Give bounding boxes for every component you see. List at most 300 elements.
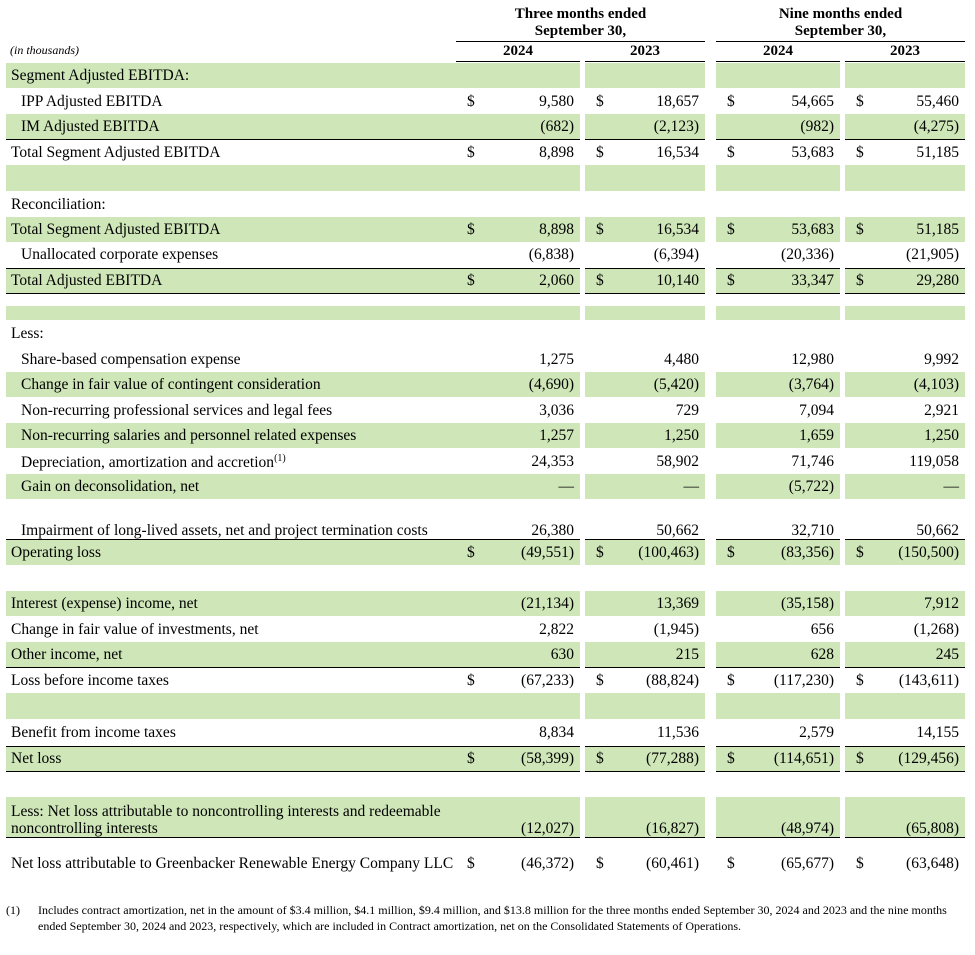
currency-symbol	[716, 372, 746, 397]
row-label: Change in fair value of contingent consideration	[6, 372, 456, 397]
currency-symbol	[585, 293, 615, 306]
column-gap	[705, 346, 716, 372]
value-q-2024: 1,257	[486, 423, 580, 448]
table-row	[6, 346, 965, 372]
value-9m-2024	[746, 191, 840, 217]
row-label: Net loss	[6, 746, 456, 771]
currency-symbol	[456, 293, 486, 306]
value-9m-2023	[875, 63, 965, 88]
value-9m-2023	[875, 293, 965, 306]
value-9m-2023: (143,611)	[875, 667, 965, 693]
currency-symbol	[585, 474, 615, 499]
value-q-2024	[486, 771, 580, 797]
value-q-2024: 630	[486, 642, 580, 667]
value-q-2023: (60,461)	[615, 837, 705, 872]
row-label: Share-based compensation expense	[21, 350, 241, 368]
currency-symbol	[845, 165, 875, 191]
value-9m-2024: (35,158)	[746, 591, 840, 616]
currency-symbol: $	[845, 217, 875, 242]
currency-symbol: $	[467, 92, 475, 110]
value-q-2024	[486, 293, 580, 306]
currency-symbol: $	[845, 667, 875, 693]
currency-symbol	[845, 114, 875, 139]
value-9m-2023: (21,905)	[906, 246, 959, 264]
currency-symbol	[585, 423, 615, 448]
value-q-2024	[486, 306, 580, 320]
currency-symbol	[456, 771, 486, 797]
currency-symbol	[456, 642, 486, 667]
currency-symbol	[845, 191, 875, 217]
currency-symbol	[585, 346, 615, 372]
currency-symbol	[585, 499, 615, 539]
currency-symbol	[585, 165, 615, 191]
currency-symbol	[716, 320, 746, 346]
year-header-9m-2023: 2023	[890, 43, 920, 59]
currency-symbol: $	[456, 217, 486, 242]
value-9m-2023: (1,268)	[913, 620, 959, 638]
table-row	[6, 565, 965, 591]
value-q-2024: (49,551)	[486, 539, 580, 565]
currency-symbol	[585, 306, 615, 320]
column-gap	[705, 746, 716, 771]
currency-symbol	[456, 397, 486, 423]
value-9m-2023: (65,808)	[875, 797, 965, 837]
value-q-2023	[615, 693, 705, 719]
currency-symbol: $	[585, 837, 615, 872]
value-9m-2023: 51,185	[875, 217, 965, 242]
value-9m-2023	[875, 191, 965, 217]
value-q-2023: 10,140	[615, 268, 705, 293]
currency-symbol	[585, 616, 615, 642]
currency-symbol: $	[845, 746, 875, 771]
currency-symbol	[585, 114, 615, 139]
value-q-2023: (100,463)	[615, 539, 705, 565]
currency-symbol	[585, 372, 615, 397]
value-q-2023: 50,662	[656, 521, 699, 539]
value-9m-2023: 9,992	[924, 350, 959, 368]
currency-symbol	[845, 797, 875, 837]
row-label: IM Adjusted EBITDA	[6, 114, 456, 139]
column-gap	[705, 306, 716, 320]
value-q-2024	[486, 165, 580, 191]
value-q-2024: 2,060	[486, 268, 580, 293]
currency-symbol	[456, 320, 486, 346]
currency-symbol	[585, 397, 615, 423]
table-row	[6, 165, 965, 191]
value-9m-2023: 1,250	[875, 423, 965, 448]
currency-symbol	[845, 423, 875, 448]
value-9m-2023	[875, 306, 965, 320]
currency-symbol	[845, 293, 875, 306]
value-q-2023: (6,394)	[653, 246, 699, 264]
column-gap	[705, 423, 716, 448]
value-9m-2024: 54,665	[791, 92, 834, 110]
value-9m-2024: 7,094	[799, 401, 834, 419]
table-row	[6, 837, 965, 872]
currency-symbol: $	[716, 667, 746, 693]
column-gap	[705, 191, 716, 217]
table-row	[6, 242, 965, 268]
currency-symbol	[585, 591, 615, 616]
currency-symbol: $	[456, 139, 486, 165]
value-9m-2024: 71,746	[791, 452, 834, 470]
value-9m-2024: (83,356)	[746, 539, 840, 565]
value-q-2024: 3,036	[539, 401, 574, 419]
row-label: Less:	[11, 324, 44, 342]
value-9m-2024	[746, 771, 840, 797]
currency-symbol	[585, 642, 615, 667]
value-9m-2023: 119,058	[909, 452, 959, 470]
column-gap	[705, 474, 716, 499]
currency-symbol: $	[585, 217, 615, 242]
currency-symbol: $	[456, 268, 486, 293]
value-q-2024: (67,233)	[486, 667, 580, 693]
table-row	[6, 372, 965, 397]
column-gap	[705, 591, 716, 616]
currency-symbol: $	[856, 92, 864, 110]
value-q-2023: —	[615, 474, 705, 499]
value-q-2024: 8,834	[539, 723, 574, 741]
row-label: Operating loss	[6, 539, 456, 565]
value-9m-2024: (982)	[746, 114, 840, 139]
currency-symbol	[845, 565, 875, 591]
column-gap	[705, 293, 716, 306]
currency-symbol	[716, 346, 746, 372]
currency-symbol	[585, 719, 615, 746]
currency-symbol	[585, 693, 615, 719]
currency-symbol	[716, 771, 746, 797]
value-q-2023	[615, 306, 705, 320]
value-9m-2023	[875, 165, 965, 191]
year-header-q-2024: 2024	[503, 43, 533, 59]
currency-symbol	[845, 372, 875, 397]
column-gap	[705, 667, 716, 693]
currency-symbol	[456, 165, 486, 191]
currency-symbol	[845, 242, 875, 268]
value-q-2023	[615, 165, 705, 191]
table-row	[6, 591, 965, 616]
currency-symbol	[845, 642, 875, 667]
value-9m-2023	[875, 771, 965, 797]
table-row	[6, 423, 965, 448]
value-9m-2023: 14,155	[916, 723, 959, 741]
currency-symbol: $	[585, 746, 615, 771]
row-label: Interest (expense) income, net	[6, 591, 456, 616]
value-q-2023	[615, 191, 705, 217]
currency-symbol	[716, 616, 746, 642]
currency-symbol	[845, 693, 875, 719]
table-row	[6, 746, 965, 771]
row-label	[6, 165, 456, 191]
column-gap	[705, 565, 716, 591]
currency-symbol: $	[716, 217, 746, 242]
column-gap	[705, 165, 716, 191]
value-9m-2023: (150,500)	[875, 539, 965, 565]
row-label: Other income, net	[6, 642, 456, 667]
table-row	[6, 88, 965, 114]
row-label: Impairment of long-lived assets, net and project termination costs	[21, 521, 428, 539]
row-label: Benefit from income taxes	[11, 723, 176, 741]
table-row	[6, 797, 965, 837]
currency-symbol: $	[596, 92, 604, 110]
currency-symbol: $	[845, 539, 875, 565]
column-gap	[705, 320, 716, 346]
nine-months-header	[716, 6, 965, 40]
three-months-header	[456, 6, 705, 40]
column-gap	[705, 372, 716, 397]
value-9m-2023	[875, 693, 965, 719]
table-row	[6, 217, 965, 242]
table-row	[6, 448, 965, 474]
currency-symbol	[585, 565, 615, 591]
currency-symbol: $	[727, 92, 735, 110]
currency-symbol	[585, 771, 615, 797]
value-q-2024	[486, 565, 580, 591]
row-label: Gain on deconsolidation, net	[6, 474, 456, 499]
value-9m-2023: 245	[875, 642, 965, 667]
three-months-header-line1: Three months ended	[514, 6, 647, 22]
value-q-2024: (6,838)	[528, 246, 574, 264]
currency-symbol	[845, 591, 875, 616]
currency-symbol	[585, 320, 615, 346]
row-label: Total Adjusted EBITDA	[6, 268, 456, 293]
table-row	[6, 397, 965, 423]
row-label	[6, 771, 456, 797]
year-header-q-2023: 2023	[630, 43, 660, 59]
table-row	[6, 191, 965, 217]
row-label: Total Segment Adjusted EBITDA	[6, 217, 456, 242]
currency-symbol	[845, 346, 875, 372]
row-label: IPP Adjusted EBITDA	[21, 92, 163, 110]
currency-symbol	[456, 448, 486, 474]
column-gap	[705, 539, 716, 565]
value-q-2023: 729	[675, 401, 699, 419]
value-q-2023	[615, 63, 705, 88]
row-label: Loss before income taxes	[6, 667, 456, 693]
value-q-2024: (58,399)	[486, 746, 580, 771]
value-q-2023: 13,369	[615, 591, 705, 616]
value-q-2023: 18,657	[656, 92, 699, 110]
value-q-2024	[486, 320, 580, 346]
value-q-2024: 2,822	[539, 620, 574, 638]
currency-symbol: $	[456, 746, 486, 771]
currency-symbol	[845, 448, 875, 474]
value-q-2024: (12,027)	[486, 797, 580, 837]
currency-symbol: $	[585, 667, 615, 693]
currency-symbol	[456, 591, 486, 616]
value-q-2024: 9,580	[539, 92, 574, 110]
currency-symbol	[845, 474, 875, 499]
value-q-2024: 8,898	[486, 139, 580, 165]
nine-months-header-line2: September 30,	[794, 23, 887, 39]
value-9m-2023: (4,275)	[875, 114, 965, 139]
row-label: Less: Net loss attributable to noncontrolling interests and redeemable noncontrolling interests	[6, 797, 456, 837]
currency-symbol	[585, 63, 615, 88]
value-q-2023: (1,945)	[653, 620, 699, 638]
value-9m-2024: (20,336)	[781, 246, 834, 264]
currency-symbol	[456, 693, 486, 719]
currency-symbol	[456, 499, 486, 539]
column-gap	[705, 63, 716, 88]
currency-symbol: $	[716, 139, 746, 165]
row-label	[6, 293, 456, 306]
value-9m-2023: —	[875, 474, 965, 499]
column-gap	[705, 114, 716, 139]
currency-symbol	[456, 719, 486, 746]
currency-symbol	[845, 719, 875, 746]
value-q-2024: (21,134)	[486, 591, 580, 616]
currency-symbol	[456, 306, 486, 320]
column-gap	[705, 268, 716, 293]
value-q-2024	[486, 693, 580, 719]
footnote	[6, 902, 968, 934]
currency-symbol: $	[585, 268, 615, 293]
column-gap	[705, 642, 716, 667]
value-q-2023: 11,536	[656, 723, 699, 741]
value-q-2024: (682)	[486, 114, 580, 139]
value-9m-2024: 656	[810, 620, 834, 638]
table-row	[6, 320, 965, 346]
value-q-2023: (77,288)	[615, 746, 705, 771]
value-9m-2023: (129,456)	[875, 746, 965, 771]
column-gap	[705, 771, 716, 797]
value-9m-2023: 51,185	[875, 139, 965, 165]
value-q-2023: (16,827)	[615, 797, 705, 837]
currency-symbol	[716, 293, 746, 306]
currency-symbol	[456, 242, 486, 268]
currency-symbol	[456, 616, 486, 642]
currency-symbol: $	[585, 539, 615, 565]
column-gap	[705, 499, 716, 539]
row-label	[6, 448, 456, 474]
currency-symbol: $	[845, 139, 875, 165]
row-label: Non-recurring salaries and personnel related expenses	[6, 423, 456, 448]
value-9m-2024: 1,659	[746, 423, 840, 448]
value-q-2024: 8,898	[486, 217, 580, 242]
currency-symbol: $	[456, 667, 486, 693]
value-9m-2023: 7,912	[875, 591, 965, 616]
currency-symbol	[716, 63, 746, 88]
value-9m-2024: 2,579	[799, 723, 834, 741]
currency-symbol	[716, 591, 746, 616]
currency-symbol	[456, 423, 486, 448]
value-q-2023	[615, 771, 705, 797]
table-row	[6, 667, 965, 693]
row-label: Total Segment Adjusted EBITDA	[6, 139, 456, 165]
table-row	[6, 306, 965, 320]
table-row	[6, 63, 965, 88]
row-label: Reconciliation:	[11, 195, 106, 213]
value-q-2024: (4,690)	[486, 372, 580, 397]
value-q-2023: 215	[615, 642, 705, 667]
value-9m-2024	[746, 165, 840, 191]
year-rule-9m-2024	[716, 61, 840, 62]
year-rule-q-2023	[585, 61, 705, 62]
column-gap	[705, 397, 716, 423]
value-q-2024	[486, 191, 580, 217]
row-label: Non-recurring professional services and legal fees	[21, 401, 333, 419]
currency-symbol: $	[845, 837, 875, 872]
value-q-2023	[615, 565, 705, 591]
table-row	[6, 719, 965, 746]
value-9m-2023: 50,662	[916, 521, 959, 539]
currency-symbol	[845, 499, 875, 539]
currency-symbol: $	[585, 139, 615, 165]
units-note: (in thousands)	[10, 43, 79, 57]
currency-symbol	[456, 63, 486, 88]
currency-symbol	[716, 719, 746, 746]
currency-symbol	[716, 693, 746, 719]
value-9m-2024	[746, 293, 840, 306]
value-q-2023: 58,902	[656, 452, 699, 470]
currency-symbol: $	[716, 268, 746, 293]
nine-months-header-line1: Nine months ended	[778, 6, 903, 22]
currency-symbol	[585, 242, 615, 268]
currency-symbol	[716, 642, 746, 667]
currency-symbol: $	[845, 268, 875, 293]
currency-symbol	[456, 474, 486, 499]
ebitda-reconciliation-table	[6, 63, 965, 872]
value-q-2024: 1,275	[539, 350, 574, 368]
currency-symbol	[456, 114, 486, 139]
table-row	[6, 139, 965, 165]
currency-symbol	[716, 474, 746, 499]
table-row	[6, 693, 965, 719]
value-9m-2024	[746, 320, 840, 346]
table-row	[6, 474, 965, 499]
value-q-2023	[615, 293, 705, 306]
table-row	[6, 642, 965, 667]
row-label: Net loss attributable to Greenbacker Renewable Energy Company LLC	[6, 837, 456, 872]
value-9m-2024: (5,722)	[746, 474, 840, 499]
table-row	[6, 616, 965, 642]
currency-symbol	[716, 114, 746, 139]
value-9m-2024: (3,764)	[746, 372, 840, 397]
currency-symbol	[456, 191, 486, 217]
value-9m-2023	[875, 320, 965, 346]
currency-symbol	[456, 372, 486, 397]
column-gap	[705, 693, 716, 719]
value-9m-2024	[746, 63, 840, 88]
column-gap	[705, 88, 716, 114]
row-label	[6, 306, 456, 320]
currency-symbol	[845, 616, 875, 642]
value-9m-2023	[875, 565, 965, 591]
currency-symbol	[845, 771, 875, 797]
value-9m-2024: (117,230)	[746, 667, 840, 693]
row-label: Segment Adjusted EBITDA:	[6, 63, 456, 88]
value-9m-2024: (65,677)	[746, 837, 840, 872]
value-q-2023: (88,824)	[615, 667, 705, 693]
currency-symbol	[716, 191, 746, 217]
value-9m-2024: 628	[746, 642, 840, 667]
column-gap	[705, 616, 716, 642]
value-q-2023: 4,480	[664, 350, 699, 368]
value-9m-2024: 12,980	[791, 350, 834, 368]
value-9m-2024: 53,683	[746, 139, 840, 165]
currency-symbol: $	[716, 837, 746, 872]
footnote-marker: (1)	[6, 903, 20, 917]
three-months-header-rule	[456, 41, 705, 42]
currency-symbol	[585, 797, 615, 837]
value-q-2023: 16,534	[615, 139, 705, 165]
currency-symbol	[716, 242, 746, 268]
currency-symbol	[716, 306, 746, 320]
column-gap	[705, 719, 716, 746]
table-row	[6, 293, 965, 306]
currency-symbol	[845, 320, 875, 346]
value-q-2024	[486, 63, 580, 88]
